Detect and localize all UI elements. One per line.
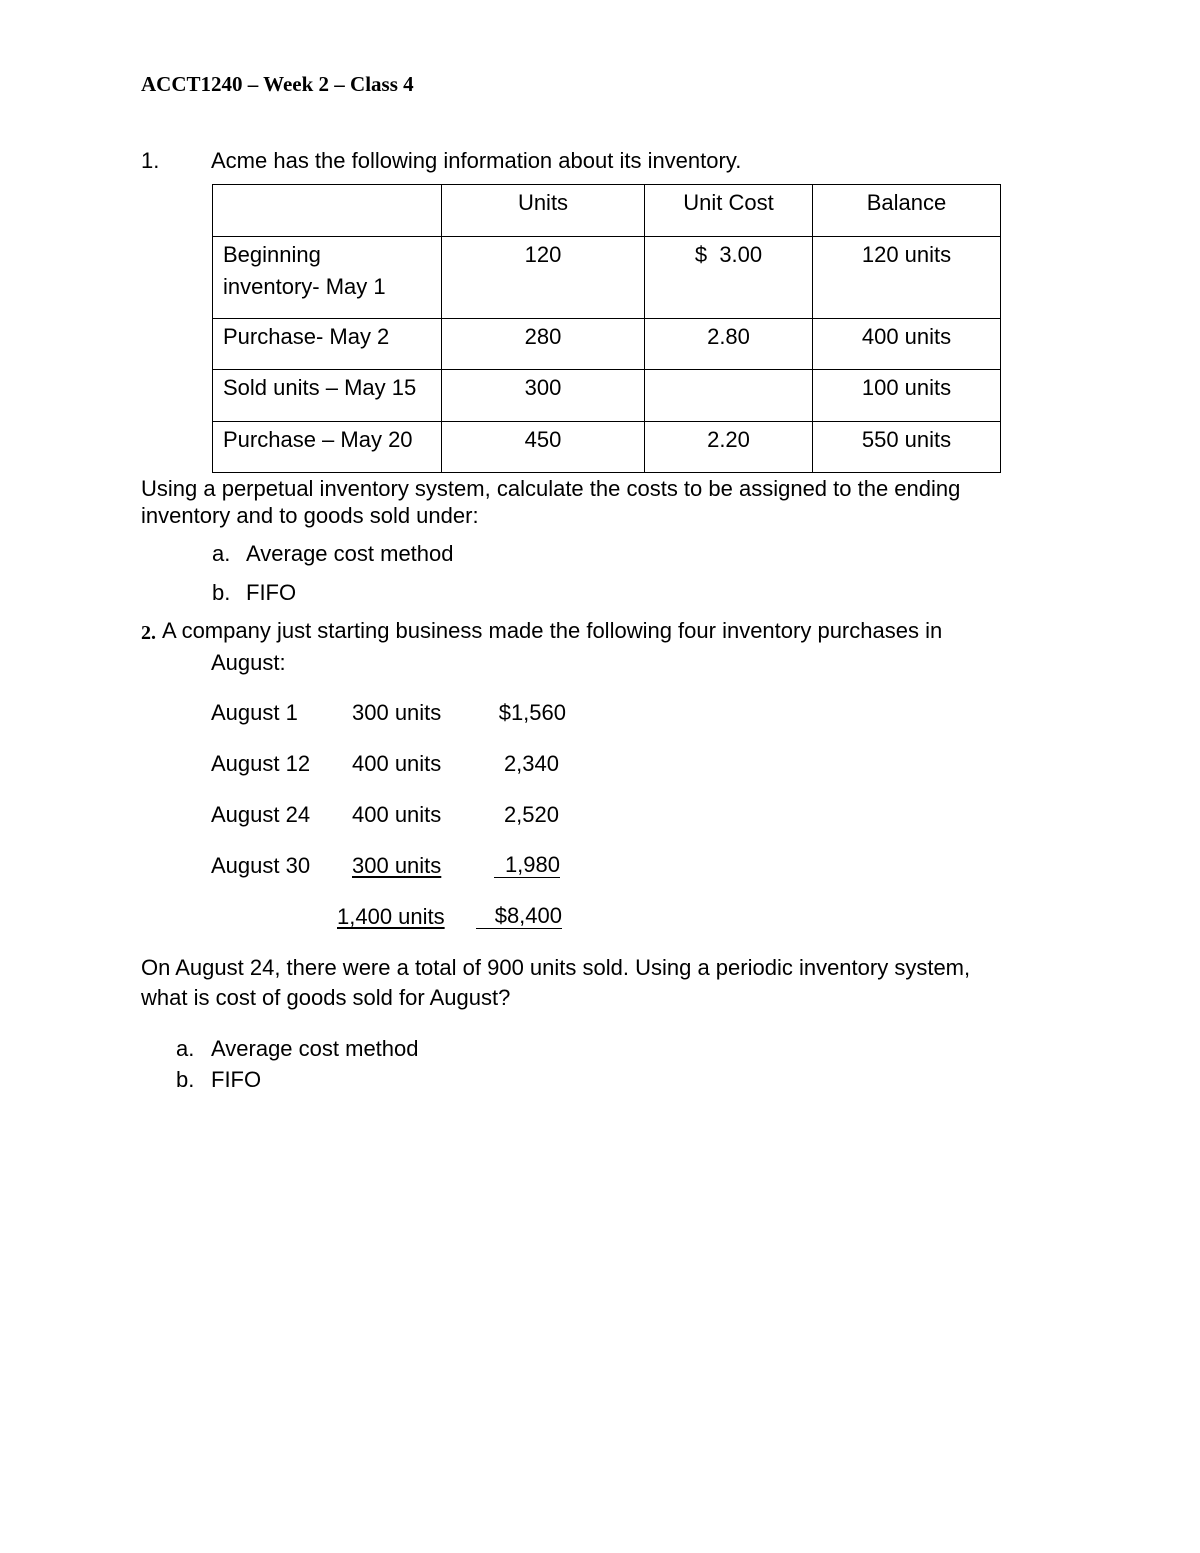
inventory-table [212,184,1001,473]
option-letter: a. [212,541,231,566]
question-2-prompt: August: [211,650,286,675]
table-cell-label: Purchase- May 2 [213,319,442,370]
option-letter: b. [212,580,231,605]
table-cell-unit-cost: $ 3.00 [645,237,813,319]
question-1-instruction: inventory and to goods sold under: [141,503,479,528]
purchase-date: August 1 [211,700,298,725]
table-row [213,237,1001,319]
table-cell-unit-cost: 2.20 [645,422,813,473]
table-header-cell: Unit Cost [645,185,813,237]
purchase-units: 300 units [352,853,442,878]
option-text: Average cost method [246,541,454,566]
total-units: 1,400 units [337,904,445,929]
question-2-prompt: A company just starting business made the following four inventory purchases in [162,618,943,643]
table-header-cell [213,185,442,237]
table-cell-units: 120 [442,237,645,319]
purchase-amount: $1,560 [498,700,566,725]
table-cell-balance: 550 units [813,422,1001,473]
option-text: FIFO [211,1067,262,1092]
purchase-units: 300 units [352,700,442,725]
table-cell-unit-cost: 2.80 [645,319,813,370]
purchase-date: August 24 [211,802,311,827]
table-cell-label [213,237,442,319]
question-2-text: On August 24, there were a total of 900 units sold. Using a periodic inventory system, [141,955,971,980]
option-text: Average cost method [211,1036,419,1061]
purchase-amount: 2,340 [503,751,559,776]
table-cell-units: 280 [442,319,645,370]
option-text: FIFO [246,580,297,605]
table-cell-balance: 120 units [813,237,1001,319]
document-title: ACCT1240 – Week 2 – Class 4 [141,72,414,96]
table-header-cell: Units [442,185,645,237]
table-cell-balance: 100 units [813,370,1001,422]
table-row [213,319,1001,370]
purchase-date: August 30 [211,853,311,878]
option-letter: a. [176,1036,195,1061]
table-cell-unit-cost [645,370,813,422]
option-letter: b. [176,1067,195,1092]
table-cell-balance: 400 units [813,319,1001,370]
question-1-instruction: Using a perpetual inventory system, calculate the costs to be assigned to the ending [141,476,961,501]
purchase-amount: 1,980 [494,853,560,878]
table-row [213,422,1001,473]
table-header-cell: Balance [813,185,1001,237]
row-label-line: Beginning [223,242,321,267]
purchase-units: 400 units [352,802,442,827]
question-2-number: 2. [141,622,156,644]
table-row [213,370,1001,422]
total-amount: $8,400 [476,904,562,929]
table-cell-label: Sold units – May 15 [213,370,442,422]
purchase-units: 400 units [352,751,442,776]
table-cell-label: Purchase – May 20 [213,422,442,473]
purchase-amount: 2,520 [503,802,559,827]
question-1-prompt: Acme has the following information about its inventory. [211,148,742,173]
question-2-text: what is cost of goods sold for August? [141,985,511,1010]
table-cell-units: 300 [442,370,645,422]
question-1-number: 1. [141,148,160,173]
table-header-row [213,185,1001,237]
row-label-line: inventory- May 1 [223,274,386,299]
purchase-date: August 12 [211,751,311,776]
table-cell-units: 450 [442,422,645,473]
